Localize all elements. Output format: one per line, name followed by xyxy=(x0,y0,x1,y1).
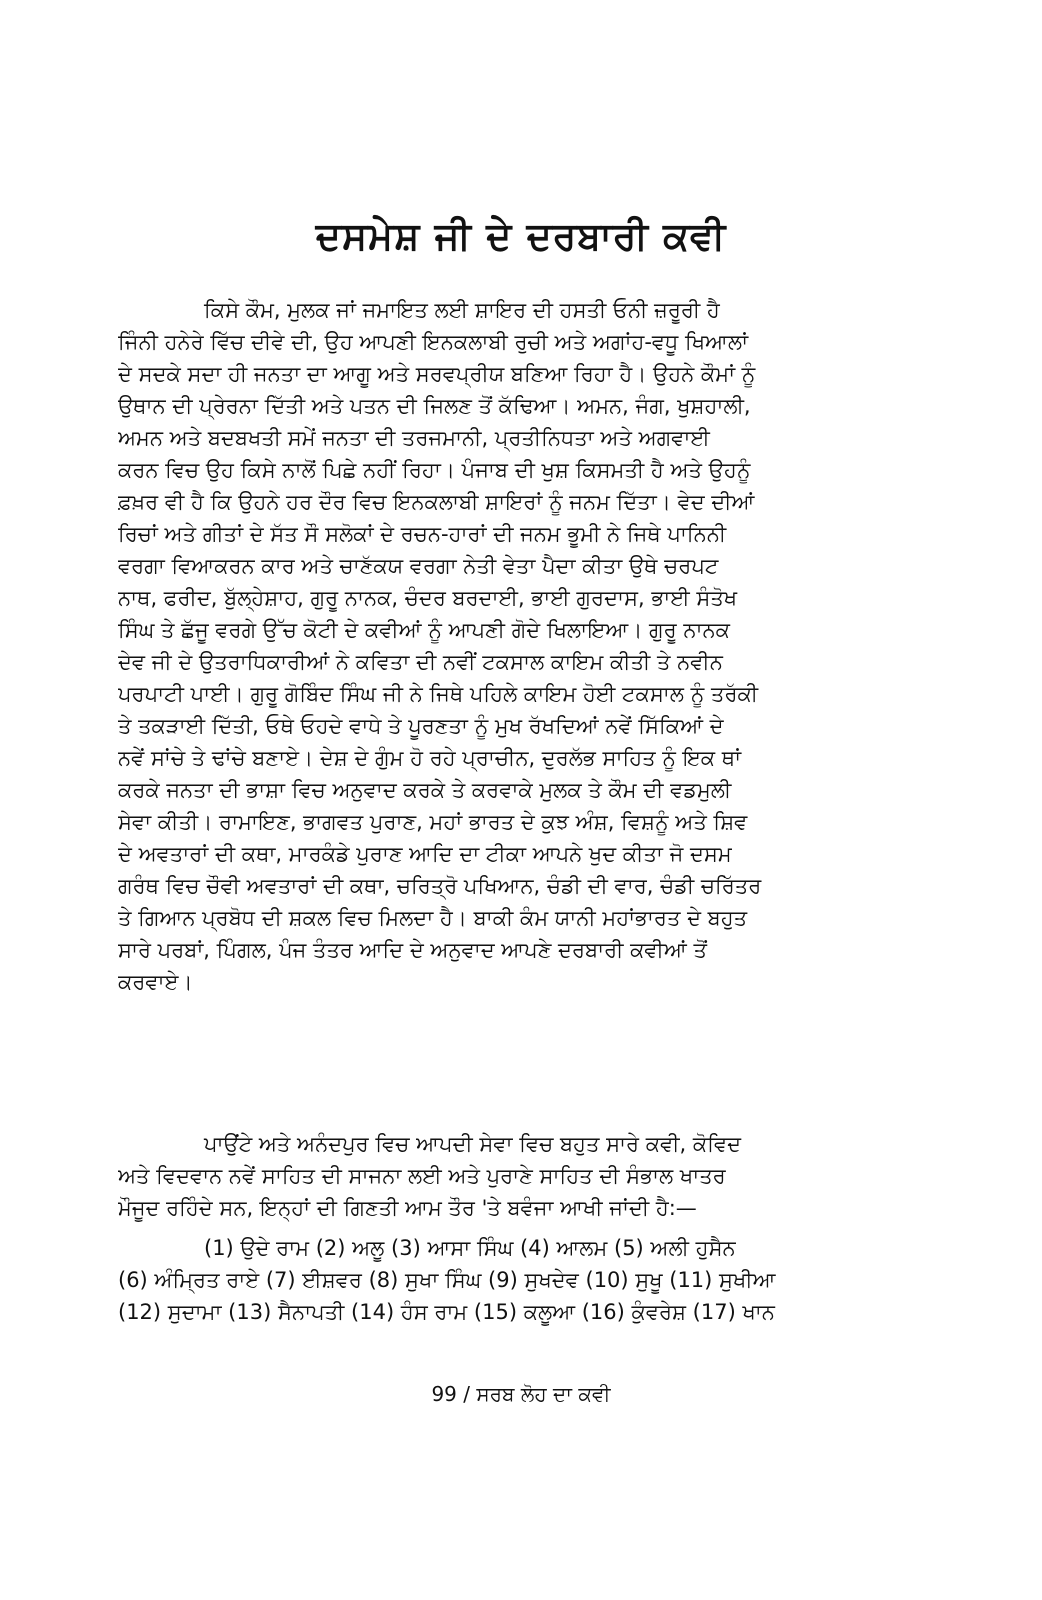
text-line: ਫ਼ਖ਼ਰ ਵੀ ਹੈ ਕਿ ਉਹਨੇ ਹਰ ਦੌਰ ਵਿਚ ਇਨਕਲਾਬੀ ਸ਼ਾਇਰਾਂ ਨੂੰ ਜਨਮ ਦਿੱਤਾ। ਵੇਦ ਦੀਆਂ xyxy=(118,490,755,514)
text-line: ਸਾਰੇ ਪਰਬਾਂ, ਪਿੰਗਲ, ਪੰਜ ਤੰਤਰ ਆਦਿ ਦੇ ਅਨੁਵਾਦ ਆਪਣੇ ਦਰਬਾਰੀ ਕਵੀਆਂ ਤੋਂ xyxy=(118,938,707,962)
text-line: ਸਿੰਘ ਤੇ ਛੱਜੂ ਵਰਗੇ ਉੱਚ ਕੋਟੀ ਦੇ ਕਵੀਆਂ ਨੂੰ ਆਪਣੀ ਗੋਦੇ ਖਿਲਾਇਆ। ਗੁਰੂ ਨਾਨਕ xyxy=(118,618,730,642)
text-line: ਨਵੇਂ ਸਾਂਚੇ ਤੇ ਢਾਂਚੇ ਬਣਾਏ। ਦੇਸ਼ ਦੇ ਗੁੰਮ ਹੋ ਰਹੇ ਪ੍ਰਾਚੀਨ, ਦੁਰਲੱਭ ਸਾਹਿਤ ਨੂੰ ਇਕ ਥਾਂ xyxy=(118,746,742,770)
text-line: ਦੇ ਸਦਕੇ ਸਦਾ ਹੀ ਜਨਤਾ ਦਾ ਆਗੂ ਅਤੇ ਸਰਵਪ੍ਰੀਯ ਬਣਿਆ ਰਿਹਾ ਹੈ। ਉਹਨੇ ਕੌਮਾਂ ਨੂੰ xyxy=(118,362,756,386)
text-line: ਨਾਥ, ਫਰੀਦ, ਬੁੱਲ੍ਹੇਸ਼ਾਹ, ਗੁਰੂ ਨਾਨਕ, ਚੰਦਰ ਬਰਦਾਈ, ਭਾਈ ਗੁਰਦਾਸ, ਭਾਈ ਸੰਤੋਖ xyxy=(118,586,738,610)
text-line: (6) ਅੰਮ੍ਰਿਤ ਰਾਏ (7) ਈਸ਼ਵਰ (8) ਸੁਖਾ ਸਿੰਘ (9) ਸੁਖਦੇਵ (10) ਸੁਖੂ (11) ਸੁਖੀਆ xyxy=(118,1268,776,1292)
poet-list xyxy=(118,1232,888,1328)
text-line: ਜਿੰਨੀ ਹਨੇਰੇ ਵਿੱਚ ਦੀਵੇ ਦੀ, ਉਹ ਆਪਣੀ ਇਨਕਲਾਬੀ ਰੁਚੀ ਅਤੇ ਅਗਾਂਹ-ਵਧੂ ਖਿਆਲਾਂ xyxy=(118,330,749,354)
text-line: ਦੇ ਅਵਤਾਰਾਂ ਦੀ ਕਥਾ, ਮਾਰਕੰਡੇ ਪੁਰਾਣ ਆਦਿ ਦਾ ਟੀਕਾ ਆਪਨੇ ਖੁਦ ਕੀਤਾ ਜੋ ਦਸਮ xyxy=(118,842,732,866)
page-footer: 99 / ਸਰਬ ਲੋਹ ਦਾ ਕਵੀ xyxy=(431,1382,611,1406)
text-line: (12) ਸੁਦਾਮਾ (13) ਸੈਨਾਪਤੀ (14) ਹੰਸ ਰਾਮ (15) ਕਲੂਆ (16) ਕੁੰਵਰੇਸ਼ (17) ਖਾਨ xyxy=(118,1300,775,1324)
text-line: ਤੇ ਗਿਆਨ ਪ੍ਰਬੋਧ ਦੀ ਸ਼ਕਲ ਵਿਚ ਮਿਲਦਾ ਹੈ। ਬਾਕੀ ਕੰਮ ਯਾਨੀ ਮਹਾਂਭਾਰਤ ਦੇ ਬਹੁਤ xyxy=(118,906,748,930)
text-line: ਕਰਵਾਏ। xyxy=(118,970,193,994)
text-line: ਮੌਜੂਦ ਰਹਿੰਦੇ ਸਨ, ਇਨ੍ਹਾਂ ਦੀ ਗਿਣਤੀ ਆਮ ਤੌਰ 'ਤੇ ਬਵੰਜਾ ਆਖੀ ਜਾਂਦੀ ਹੈ:— xyxy=(118,1196,697,1220)
text-line: ਸੇਵਾ ਕੀਤੀ। ਰਾਮਾਇਣ, ਭਾਗਵਤ ਪੁਰਾਣ, ਮਹਾਂ ਭਾਰਤ ਦੇ ਕੁਝ ਅੰਸ਼, ਵਿਸ਼ਨੂੰ ਅਤੇ ਸ਼ਿਵ xyxy=(118,810,748,834)
text-line: ਉਥਾਨ ਦੀ ਪ੍ਰੇਰਨਾ ਦਿੱਤੀ ਅਤੇ ਪਤਨ ਦੀ ਜਿਲਣ ਤੋਂ ਕੱਢਿਆ। ਅਮਨ, ਜੰਗ, ਖੁਸ਼ਹਾਲੀ, xyxy=(118,394,751,418)
text-line: ਤੇ ਤਕੜਾਈ ਦਿੱਤੀ, ਓਥੇ ਓਹਦੇ ਵਾਧੇ ਤੇ ਪੂਰਣਤਾ ਨੂੰ ਮੁਖ ਰੱਖਦਿਆਂ ਨਵੇਂ ਸਿੱਕਿਆਂ ਦੇ xyxy=(118,714,724,738)
text-line: ਕਿਸੇ ਕੌਮ, ਮੁਲਕ ਜਾਂ ਜਮਾਇਤ ਲਈ ਸ਼ਾਇਰ ਦੀ ਹਸਤੀ ਓਨੀ ਜ਼ਰੂਰੀ ਹੈ xyxy=(204,298,720,322)
text-line: (1) ਉਦੇ ਰਾਮ (2) ਅਲੂ (3) ਆਸਾ ਸਿੰਘ (4) ਆਲਮ (5) ਅਲੀ ਹੁਸੈਨ xyxy=(204,1236,736,1260)
text-line: ਵਰਗਾ ਵਿਆਕਰਨ ਕਾਰ ਅਤੇ ਚਾਣੱਕਯ ਵਰਗਾ ਨੇਤੀ ਵੇਤਾ ਪੈਦਾ ਕੀਤਾ ਉਥੇ ਚਰਪਟ xyxy=(118,554,719,578)
paragraph-1 xyxy=(118,294,888,998)
text-line: ਅਮਨ ਅਤੇ ਬਦਬਖਤੀ ਸਮੇਂ ਜਨਤਾ ਦੀ ਤਰਜਮਾਨੀ, ਪ੍ਰਤੀਨਿਧਤਾ ਅਤੇ ਅਗਵਾਈ xyxy=(118,426,710,450)
paragraph-2 xyxy=(118,1128,888,1224)
text-line: ਕਰਨ ਵਿਚ ਉਹ ਕਿਸੇ ਨਾਲੋਂ ਪਿਛੇ ਨਹੀਂ ਰਿਹਾ। ਪੰਜਾਬ ਦੀ ਖੁਸ਼ ਕਿਸਮਤੀ ਹੈ ਅਤੇ ਉਹਨੂੰ xyxy=(118,458,751,482)
chapter-title: ਦਸਮੇਸ਼ ਜੀ ਦੇ ਦਰਬਾਰੀ ਕਵੀ xyxy=(315,214,727,258)
text-line: ਅਤੇ ਵਿਦਵਾਨ ਨਵੇਂ ਸਾਹਿਤ ਦੀ ਸਾਜਨਾ ਲਈ ਅਤੇ ਪੁਰਾਣੇ ਸਾਹਿਤ ਦੀ ਸੰਭਾਲ ਖਾਤਰ xyxy=(118,1164,726,1188)
text-line: ਰਿਚਾਂ ਅਤੇ ਗੀਤਾਂ ਦੇ ਸੱਤ ਸੌ ਸਲੋਕਾਂ ਦੇ ਰਚਨ-ਹਾਰਾਂ ਦੀ ਜਨਮ ਭੂਮੀ ਨੇ ਜਿਥੇ ਪਾਨਿਨੀ xyxy=(118,522,727,546)
text-line: ਦੇਵ ਜੀ ਦੇ ਉਤਰਾਧਿਕਾਰੀਆਂ ਨੇ ਕਵਿਤਾ ਦੀ ਨਵੀਂ ਟਕਸਾਲ ਕਾਇਮ ਕੀਤੀ ਤੇ ਨਵੀਨ xyxy=(118,650,723,674)
text-line: ਕਰਕੇ ਜਨਤਾ ਦੀ ਭਾਸ਼ਾ ਵਿਚ ਅਨੁਵਾਦ ਕਰਕੇ ਤੇ ਕਰਵਾਕੇ ਮੁਲਕ ਤੇ ਕੌਮ ਦੀ ਵਡਮੁਲੀ xyxy=(118,778,732,802)
text-line: ਗਰੰਥ ਵਿਚ ਚੌਵੀ ਅਵਤਾਰਾਂ ਦੀ ਕਥਾ, ਚਰਿਤ੍ਰੋ ਪਖਿਆਨ, ਚੰਡੀ ਦੀ ਵਾਰ, ਚੰਡੀ ਚਰਿੱਤਰ xyxy=(118,874,762,898)
text-line: ਪਰਪਾਟੀ ਪਾਈ। ਗੁਰੂ ਗੋਬਿੰਦ ਸਿੰਘ ਜੀ ਨੇ ਜਿਥੇ ਪਹਿਲੇ ਕਾਇਮ ਹੋਈ ਟਕਸਾਲ ਨੂੰ ਤਰੱਕੀ xyxy=(118,682,759,706)
text-line: ਪਾਉਂਟੇ ਅਤੇ ਅਨੰਦਪੁਰ ਵਿਚ ਆਪਦੀ ਸੇਵਾ ਵਿਚ ਬਹੁਤ ਸਾਰੇ ਕਵੀ, ਕੋਵਿਦ xyxy=(204,1132,742,1156)
